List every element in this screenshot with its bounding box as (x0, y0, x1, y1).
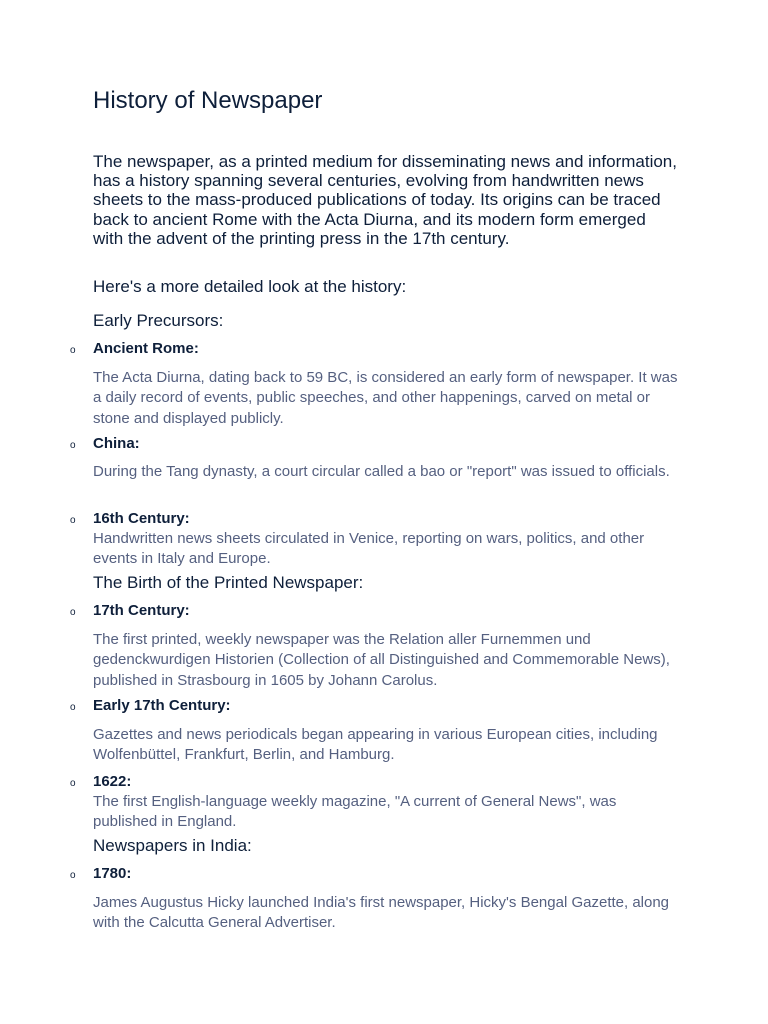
item-label-early-17th-century: Early 17th Century: (93, 697, 231, 714)
bullet-icon: o (70, 515, 76, 526)
bullet-icon: o (70, 870, 76, 881)
item-text-17th-century: The first printed, weekly newspaper was the Relation aller Furnemmen und gedenckwurdigen Historien (Collection of all Distinguished and Commemorable News), published in Strasbourg in 1605 by Johann Carolus. (93, 631, 670, 689)
item-label-16th-century: 16th Century: (93, 510, 190, 527)
bullet-icon: o (70, 778, 76, 789)
item-label-17th-century: 17th Century: (93, 602, 190, 619)
item-label-ancient-rome: Ancient Rome: (93, 340, 199, 357)
section-heading-early-precursors: Early Precursors: (93, 311, 224, 330)
item-text-ancient-rome: The Acta Diurna, dating back to 59 BC, is considered an early form of newspaper. It was a daily record of events, public speeches, and other happenings, carved on metal or stone and displayed publicly. (93, 369, 678, 427)
section-heading-printed-newspaper: The Birth of the Printed Newspaper: (93, 573, 364, 592)
item-label-1780: 1780: (93, 865, 132, 882)
item-text-16th-century: Handwritten news sheets circulated in Venice, reporting on wars, politics, and other events in Italy and Europe. (93, 530, 645, 568)
lead-sentence: Here's a more detailed look at the history: (93, 277, 407, 296)
bullet-icon: o (70, 607, 76, 618)
bullet-icon: o (70, 345, 76, 356)
item-text-1622: The first English-language weekly magazine, "A current of General News", was published in England. (93, 793, 617, 831)
item-label-china: China: (93, 435, 140, 452)
bullet-icon: o (70, 702, 76, 713)
intro-paragraph: The newspaper, as a printed medium for disseminating news and information, has a history spanning several centuries, evolving from handwritten news sheets to the mass-produced publications of today. Its origins can be traced back to ancient Rome with the Acta Diurna, and its modern form emerged with the advent of the printing press in the 17th century. (93, 152, 677, 248)
section-heading-newspapers-india: Newspapers in India: (93, 836, 252, 855)
item-text-early-17th-century: Gazettes and news periodicals began appearing in various European cities, including Wolfenbüttel, Frankfurt, Berlin, and Hamburg. (93, 726, 658, 764)
bullet-icon: o (70, 440, 76, 451)
item-text-1780: James Augustus Hicky launched India's first newspaper, Hicky's Bengal Gazette, along with the Calcutta General Advertiser. (93, 894, 670, 932)
item-label-1622: 1622: (93, 773, 132, 790)
item-text-china: During the Tang dynasty, a court circular called a bao or "report" was issued to officials. (93, 463, 670, 480)
document-title: History of Newspaper (93, 87, 323, 114)
